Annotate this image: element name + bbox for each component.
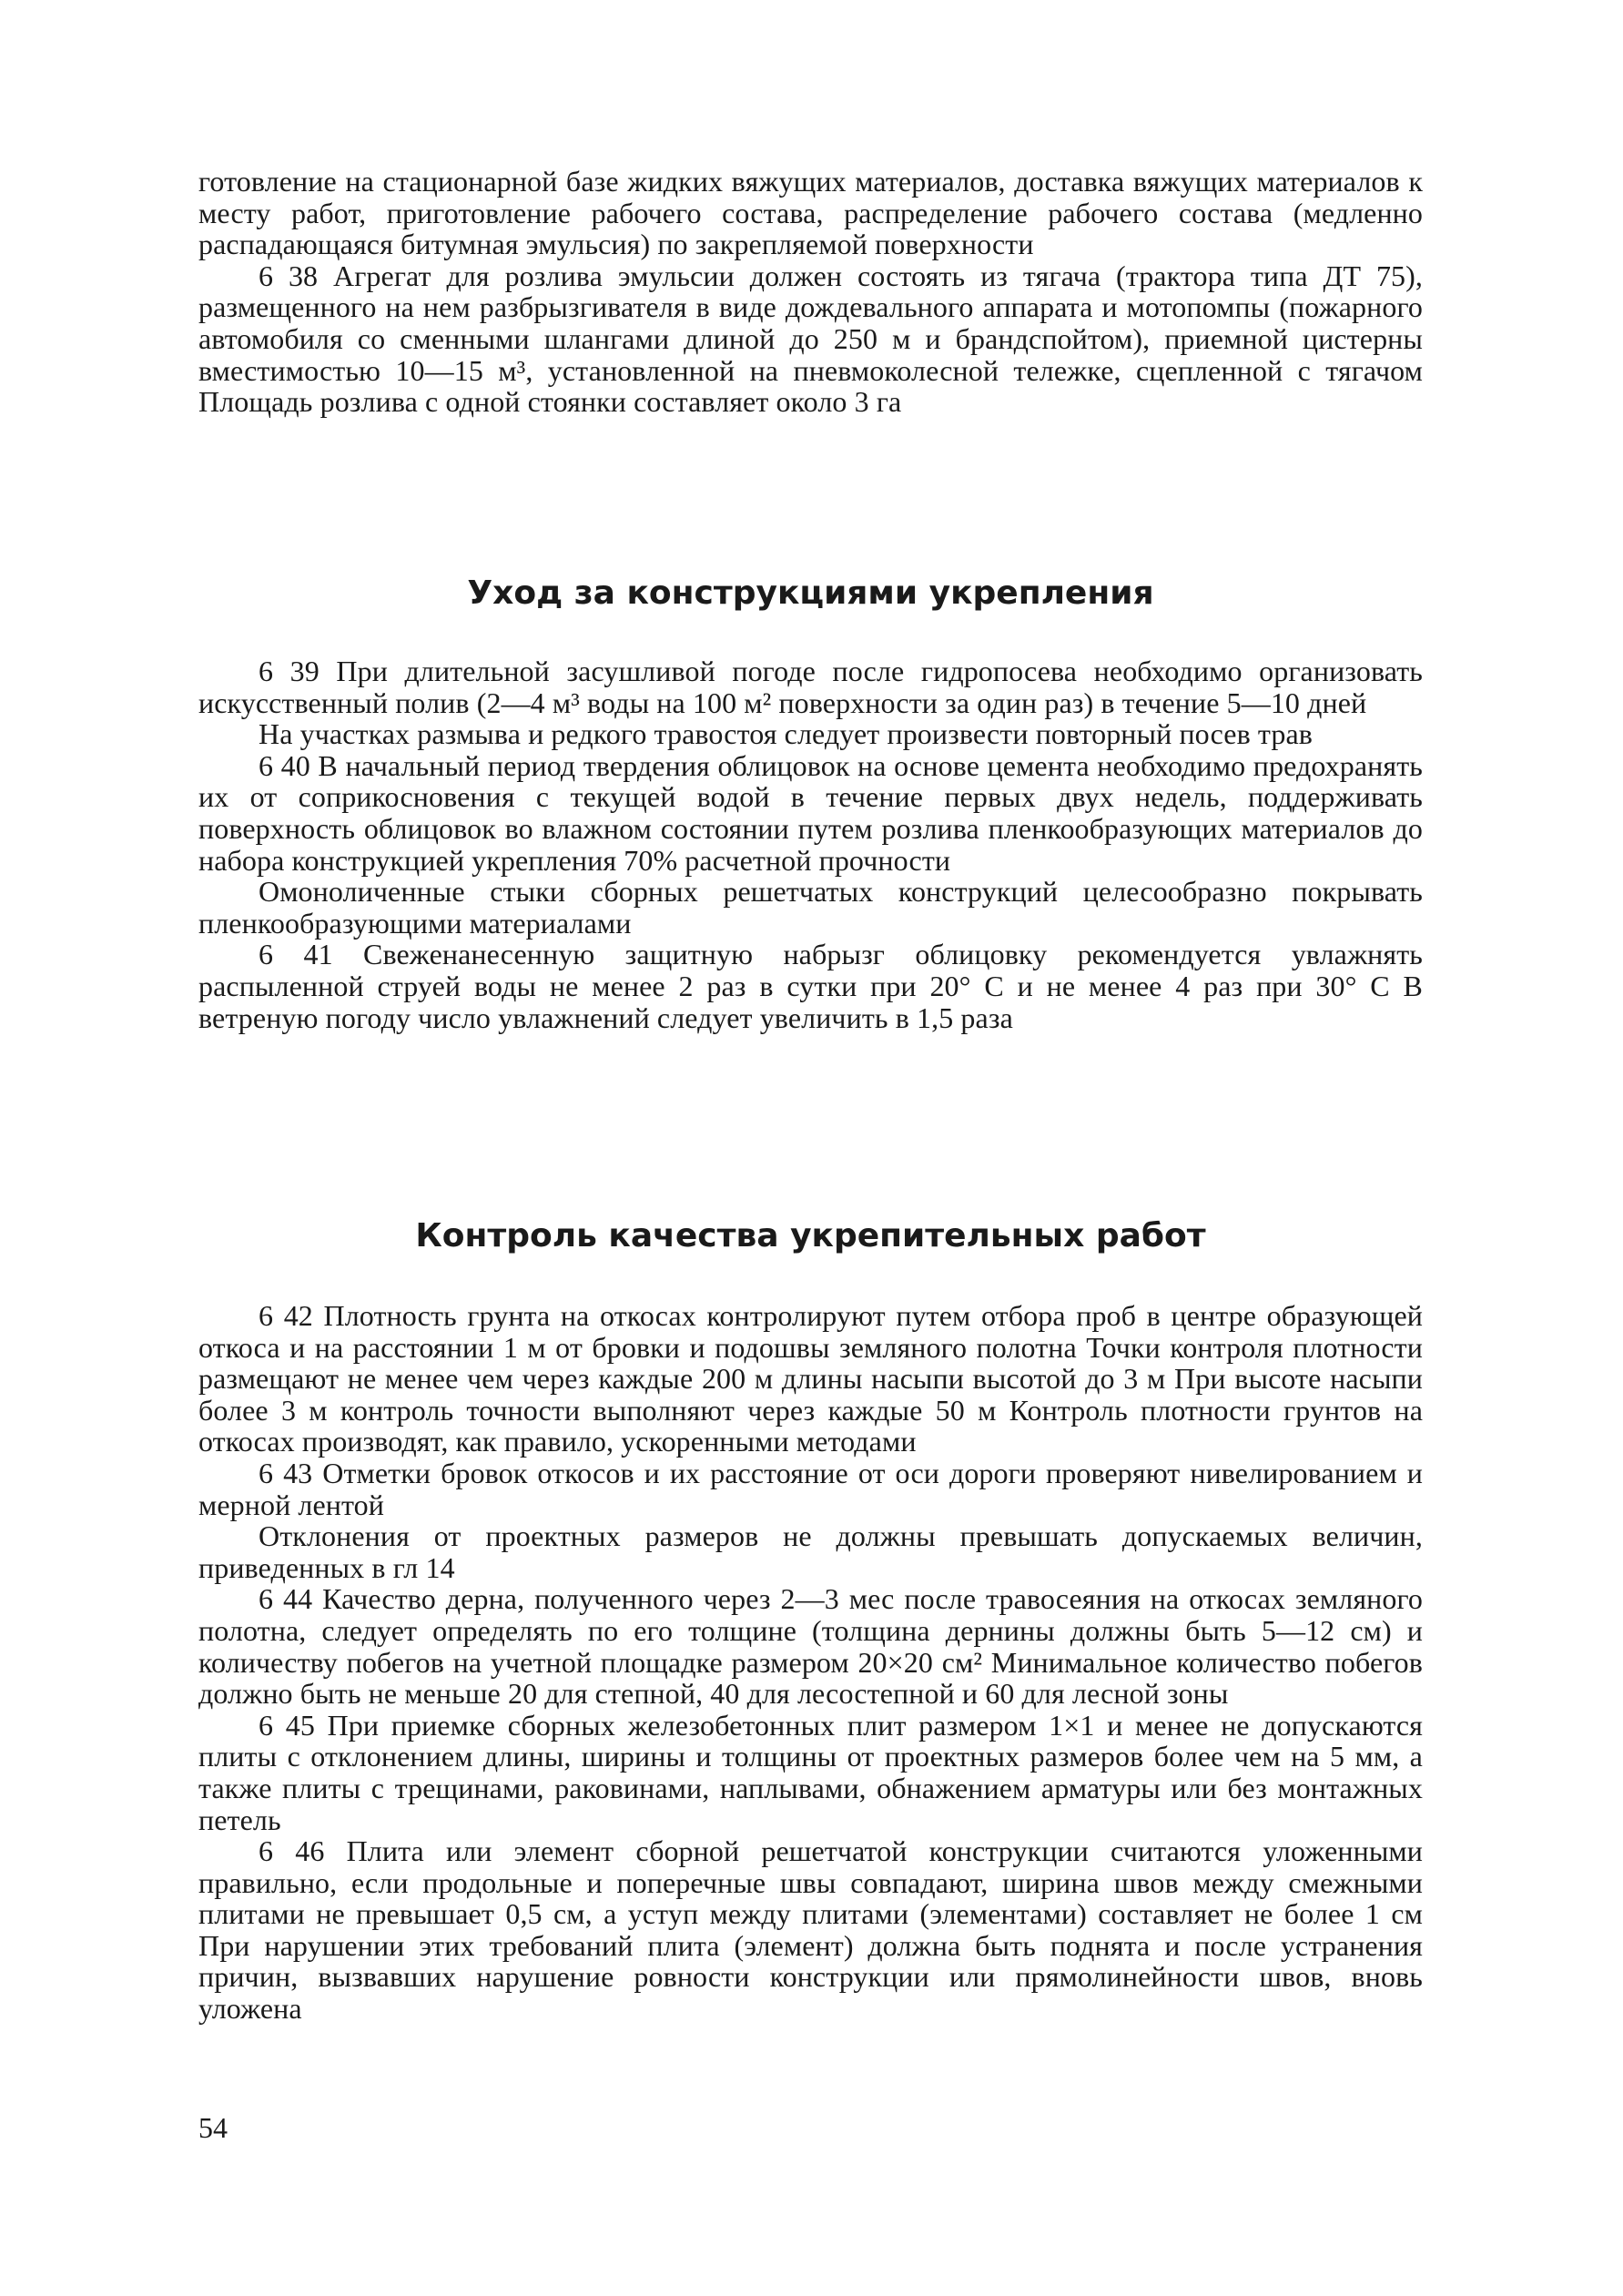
paragraph: Отклонения от проектных размеров не должны превышать допускаемых величин, приведенных в гл 14	[198, 1519, 1423, 1584]
section-care-text	[198, 655, 1423, 1033]
intro-text	[198, 166, 1423, 418]
page-number: 54	[198, 2111, 228, 2144]
section-heading-care: Уход за конструкциями укрепления	[467, 574, 1154, 612]
paragraph: готовление на стационарной базе жидких вяжущих материалов, доставка вяжущих материалов к месту работ, приготовление рабочего состава, распределение рабочего состава (медленно распадающаяся битумная эмульсия) по закрепляемой поверхности	[198, 165, 1423, 261]
paragraph-6-46: 6 46 Плита или элемент сборной решетчатой конструкции считаются уложенными правильно, если продольные и поперечные швы совпадают, ширина швов между смежными плитами не превышает 0,5 см, а уступ между плитами (элементами) составляет не более 1 см При нарушении этих требований плита (элемент) должна быть поднята и после устранения причин, вызвавших нарушение ровности конструкции или прямолинейности швов, вновь уложена	[198, 1834, 1423, 2026]
section-quality-text	[198, 1300, 1423, 2025]
paragraph-6-45: 6 45 При приемке сборных железобетонных плит размером 1×1 и менее не допускаются плиты с отклонением длины, ширины и толщины от проектных размеров более чем на 5 мм, а также плиты с трещинами, раковинами, наплывами, обнажением арматуры или без монтажных петель	[198, 1708, 1423, 1836]
paragraph-6-42: 6 42 Плотность грунта на откосах контролируют путем отбора проб в центре образующей откоса и на расстоянии 1 м от бровки и подошвы земляного полотна Точки контроля плотности размещают не менее чем через каждые 200 м длины насыпи высотой до 3 м При высоте насыпи более 3 м контроль точности выполняют через каждые 50 м Контроль плотности грунтов на откосах производят, как правило, ускоренными методами	[198, 1299, 1423, 1458]
paragraph-6-43: 6 43 Отметки бровок откосов и их расстояние от оси дороги проверяют нивелированием и мерной лентой	[198, 1456, 1423, 1521]
paragraph-6-40: 6 40 В начальный период твердения облицовок на основе цемента необходимо предохранять их от соприкосновения с текущей водой в течение первых двух недель, поддерживать поверхность облицовок во влажном состоянии путем розлива пленкообразующих материалов до набора конструкцией укрепления 70% расчетной прочности	[198, 748, 1423, 877]
paragraph-6-38: 6 38 Агрегат для розлива эмульсии должен состоять из тягача (трактора типа ДТ 75), размещенного на нем разбрызгивателя в виде дождевального аппарата и мотопомпы (пожарного автомобиля со сменными шлангами длиной до 250 м и брандспойтом), приемной цистерны вместимостью 10—15 м³, установленной на пневмоколесной тележке, сцепленной с тягачом Площадь розлива с одной стоянки составляет около 3 га	[198, 259, 1423, 419]
paragraph: Омоноличенные стыки сборных решетчатых конструкций целесообразно покрывать пленкообразующими материалами	[198, 875, 1423, 940]
paragraph-6-41: 6 41 Свеженанесенную защитную набрызг облицовку рекомендуется увлажнять распыленной струей воды не менее 2 раз в сутки при 20° С и не менее 4 раз при 30° С В ветреную погоду число увлажнений следует увеличить в 1,5 раза	[198, 938, 1423, 1034]
section-heading-quality-control: Контроль качества укрепительных работ	[415, 1217, 1206, 1255]
paragraph: На участках размыва и редкого травостоя следует произвести повторный посев трав	[259, 717, 1313, 751]
paragraph-6-39: 6 39 При длительной засушливой погоде после гидропосева необходимо организовать искусственный полив (2—4 м³ воды на 100 м² поверхности за один раз) в течение 5—10 дней	[198, 655, 1423, 719]
paragraph-6-44: 6 44 Качество дерна, полученного через 2—3 мес после травосеяния на откосах земляного полотна, следует определять по его толщине (толщина дернины должны быть 5—12 см) и количеству побегов на учетной площадке размером 20×20 см² Минимальное количество побегов должно быть не меньше 20 для степной, 40 для лесостепной и 60 для лесной зоны	[198, 1582, 1423, 1711]
